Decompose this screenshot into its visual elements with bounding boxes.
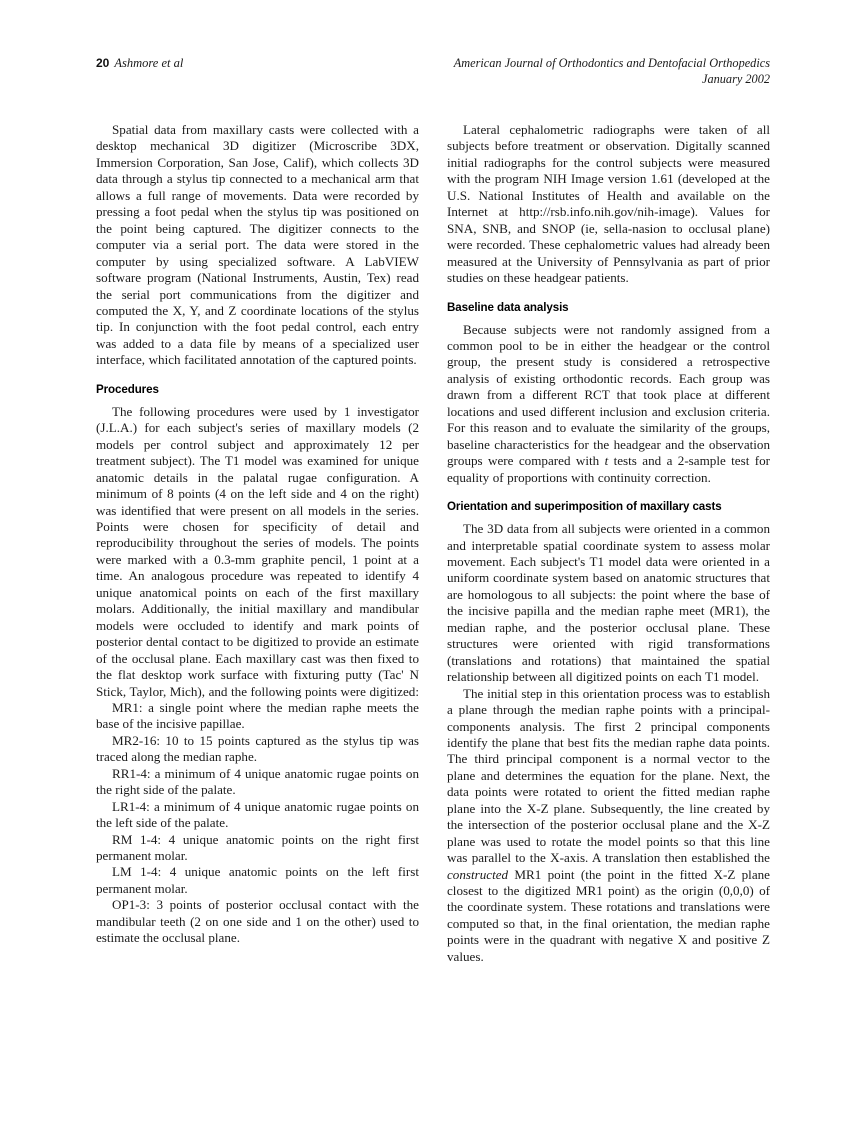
running-head-author: Ashmore et al xyxy=(114,56,184,70)
paragraph-baseline-analysis-pre: Because subjects were not randomly assigned from a common pool to be in either the headgear or the control group, the present study is considered a retrospective analysis of existing orthodontic records. Each group was drawn from a different RCT that took place at different locations and used different inclusion and exclusion criteria. For this reason and to evaluate the similarity of the groups, baseline characteristics for the headgear and the observation groups were compared with xyxy=(447,321,770,469)
paragraph-principal-components xyxy=(447,686,770,966)
point-definition-rm1-4: RM 1-4: 4 unique anatomic points on the right first permanent molar. xyxy=(96,831,419,864)
paragraph-methods-digitizer: Spatial data from maxillary casts were collected with a desktop mechanical 3D digitizer (Microscribe 3DX, Immersion Corporation, San Jose, Calif), which collects 3D data through a stylus tip connected to a mechanical arm that allows a full range of movements. Data were recorded by pressing a foot pedal when the stylus tip was positioned on the point being captured. The digitizer connects to the computer via a serial port. The data were stored in the computer by using specialized software. A LabVIEW software program (National Instruments, Austin, Tex) read the serial port communications from the digitizer and computed the X, Y, and Z coordinate locations of the stylus tip. In conjunction with the foot pedal control, each entry was added to a data file by means of a specialized user interface, which facilitated annotation of the captured points. xyxy=(96,122,419,368)
heading-orientation-superimposition: Orientation and superimposition of maxillary casts xyxy=(447,500,722,514)
left-column xyxy=(96,122,419,1062)
article-columns xyxy=(96,122,770,1062)
point-definition-lr1-4: LR1-4: a minimum of 4 unique anatomic rugae points on the left side of the palate. xyxy=(96,798,419,831)
statistic-t-italic: t xyxy=(604,453,609,469)
point-definition-mr2-16: MR2-16: 10 to 15 points captured as the stylus tip was traced along the median raphe. xyxy=(96,732,419,765)
paragraph-baseline-analysis xyxy=(447,322,770,487)
running-head xyxy=(96,56,770,87)
point-definition-mr1: MR1: a single point where the median raphe meets the base of the incisive papillae. xyxy=(96,699,419,732)
point-definition-op1-3: OP1-3: 3 points of posterior occlusal contact with the mandibular teeth (2 on one side and 1 on the other) used to estimate the occlusal plane. xyxy=(96,897,419,946)
paragraph-principal-components-post: MR1 point (the point in the fitted X-Z plane closest to the digitized MR1 point) as the origin (0,0,0) of the coordinate system. These rotations and translations were computed so that, in the final orientation, the median raphe points were in the quadrant with negative X and positive Z values. xyxy=(447,866,770,964)
running-head-right xyxy=(454,56,770,87)
point-definition-rr1-4: RR1-4: a minimum of 4 unique anatomic rugae points on the right side of the palate. xyxy=(96,765,419,798)
constructed-italic: constructed xyxy=(447,866,509,882)
page-number: 20 xyxy=(96,56,110,70)
issue-date: January 2002 xyxy=(702,71,770,86)
paragraph-baseline-analysis-post: tests and a 2-sample test for equality of proportions with continuity correction. xyxy=(447,453,771,485)
paragraph-principal-components-pre: The initial step in this orientation process was to establish a plane through the median raphe points with a principal-components analysis. The first 2 principal components identify the plane that best fits the median raphe data points. The third principal component is a normal vector to the plane and determines the equation for the plane. Next, the data points were rotated to orient the fitted median raphe plane into the X-Z plane. Subsequently, the line created by the intersection of the posterior occlusal plane and the X-Z plane was used to rotate the model points so that this line was parallel to the X-axis. A translation then established the xyxy=(447,685,770,866)
point-definition-lm1-4: LM 1-4: 4 unique anatomic points on the left first permanent molar. xyxy=(96,864,419,896)
journal-title: American Journal of Orthodontics and Dentofacial Orthopedics xyxy=(453,56,770,70)
heading-procedures: Procedures xyxy=(96,382,159,396)
paragraph-procedures: The following procedures were used by 1 investigator (J.L.A.) for each subject's series of maxillary models (2 models per control subject and approximately 12 per treatment subject). The T1 model was examined for unique anatomic details in the palatal rugae configuration. A minimum of 8 points (4 on the left side and 4 on the right) was identified that were present on all models in the series. Points were chosen for specificity of detail and reproducibility throughout the series of models. The points were marked with a 0.3-mm graphite pencil, 1 point at a time. An analogous procedure was repeated to identify 4 unique anatomical points on each of the first maxillary molars. Additionally, the initial maxillary and mandibular models were occluded to identify and mark points of posterior dental contact to be digitized to provide an estimate of the occlusal plane. Each maxillary cast was then fixed to the flat desktop work surface with fixturing putty (Tac' N Stick, Taylor, Mich), and the following points were digitized: xyxy=(96,403,419,699)
heading-baseline-data-analysis: Baseline data analysis xyxy=(447,300,569,314)
running-head-left xyxy=(96,56,183,71)
paragraph-cephalometric-radiographs: Lateral cephalometric radiographs were taken of all subjects before treatment or observation. Digitally scanned initial radiographs for the control subjects were measured with the program NIH Image version 1.61 (developed at the U.S. National Institutes of Health and available on the Internet at http://rsb.info.nih.gov/nih-image). Values for SNA, SNB, and SNOP (ie, sella-nasion to occlusal plane) were recorded. These cephalometric values had already been measured at the University of Pennsylvania as part of prior studies on these headgear patients. xyxy=(447,122,770,286)
right-column xyxy=(447,122,770,1062)
paragraph-orientation-3d-data: The 3D data from all subjects were oriented in a common and interpretable spatial coordinate system to assess molar movement. Each subject's T1 model data were oriented in a uniform coordinate system based on anatomic structures that are homologous to all subjects: the point where the base of the incisive papilla and the median raphe meet (MR1), the median raphe, and the posterior occlusal plane. These structures were oriented with rigid transformations (translations and rotations) that maintained the spatial relationship between all digitized points on each T1 model. xyxy=(447,521,770,685)
